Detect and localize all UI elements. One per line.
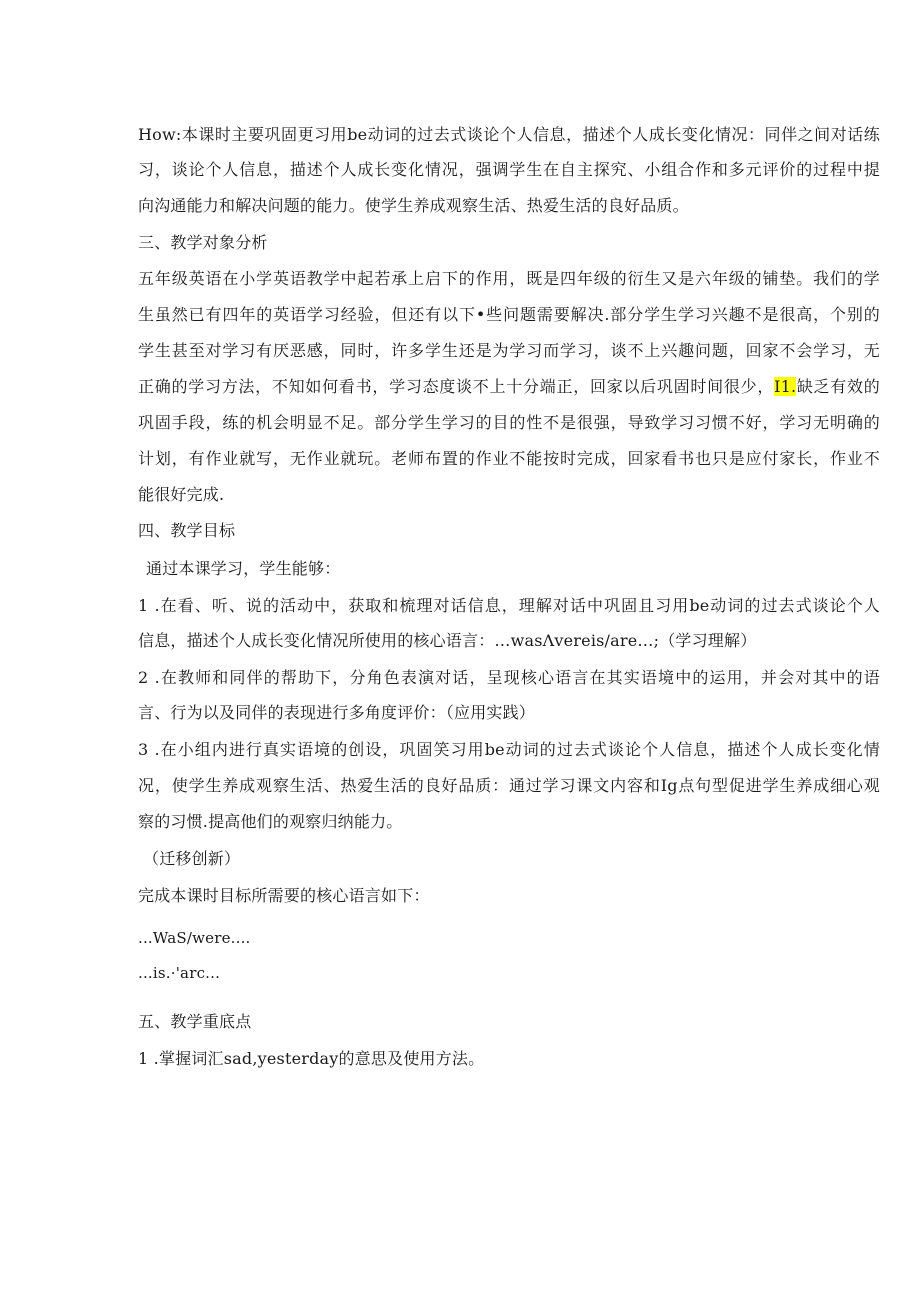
goal-3-line-3: 察的习惯.提高他们的观察归纳能力。 xyxy=(138,812,403,831)
highlighted-text: I1. xyxy=(774,377,797,396)
goal-3-line-1: 3 .在小组内进行真实语境的创设，巩固笑习用be动词的过去式谈论个人信息，描述个人成长变化情 xyxy=(138,740,880,759)
core-language-2: ...is.·'arc... xyxy=(138,964,221,982)
core-language-intro: 完成本课时目标所需要的核心语言如下： xyxy=(138,886,430,905)
goal-1-line-2: 信息，描述个人成长变化情况所使用的核心语言：…wasΛvereis/are…;（学习理解） xyxy=(138,631,757,650)
how-paragraph-line-3: 向沟通能力和解决问题的能力。使学生养成观察生活、热爱生活的良好品质。 xyxy=(138,196,689,215)
goal-2-line-1: 2 .在教师和同伴的帮助下，分角色表演对话，呈现核心语言在其实语境中的运用，并会对其中的语 xyxy=(138,668,880,687)
core-language-1: ...WaS/were.... xyxy=(138,929,251,947)
analysis-line-6: 计划，有作业就写，无作业就玩。老师布置的作业不能按时完成，回家看书也只是应付家长，作业不 xyxy=(138,449,880,468)
goals-intro: 通过本课学习，学生能够： xyxy=(146,559,341,578)
section-heading-5: 五、教学重底点 xyxy=(138,1012,252,1031)
goal-3-line-2: 况，使学生养成观察生活、热爱生活的良好品质：通过学习课文内容和Ig点句型促进学生养成细心观 xyxy=(138,776,880,795)
how-paragraph-line-2: 习，谈论个人信息，描述个人成长变化情况，强调学生在自主探究、小组合作和多元评价的过程中提 xyxy=(138,160,880,179)
analysis-line-1: 五年级英语在小学英语教学中起若承上启下的作用，既是四年级的衍生又是六年级的铺垫。我们的学 xyxy=(138,269,880,288)
analysis-line-4 xyxy=(138,377,880,397)
analysis-line-5: 巩固手段，练的机会明显不足。部分学生学习的目的性不是很强，导致学习习惯不好，学习无明确的 xyxy=(138,413,880,432)
analysis-line-4-part-a: 正确的学习方法，不知如何看书，学习态度谈不上十分端正，回家以后巩固时间很少， xyxy=(138,377,775,396)
how-paragraph-line-1: How:本课时主要巩固更习用be动词的过去式谈论个人信息，描述个人成长变化情况：同伴之间对话练 xyxy=(138,125,880,144)
analysis-line-7: 能很好完成. xyxy=(138,485,225,504)
goal-3-tag: （迁移创新） xyxy=(143,849,241,868)
goal-1-line-1: 1 .在看、听、说的活动中，获取和梳理对话信息，理解对话中巩固且习用be动词的过去式谈论个人 xyxy=(138,596,880,615)
analysis-line-4-part-b: 缺乏有效的 xyxy=(796,377,880,396)
section-heading-3: 三、教学对象分析 xyxy=(138,233,268,252)
analysis-line-3: 学生甚至对学习有厌恶感，同时，许多学生还是为学习而学习，谈不上兴趣问题，回家不会学习，无 xyxy=(138,341,880,360)
key-point-1: 1 .掌握词汇sad,yesterday的意思及使用方法。 xyxy=(138,1049,485,1068)
goal-2-line-2: 言、行为以及同伴的表现进行多角度评价：（应用实践） xyxy=(138,703,536,722)
analysis-line-2: 生虽然已有四年的英语学习经验，但还有以下•些问题需要解决.部分学生学习兴趣不是很高，个别的 xyxy=(138,305,880,324)
section-heading-4: 四、教学目标 xyxy=(138,521,236,540)
